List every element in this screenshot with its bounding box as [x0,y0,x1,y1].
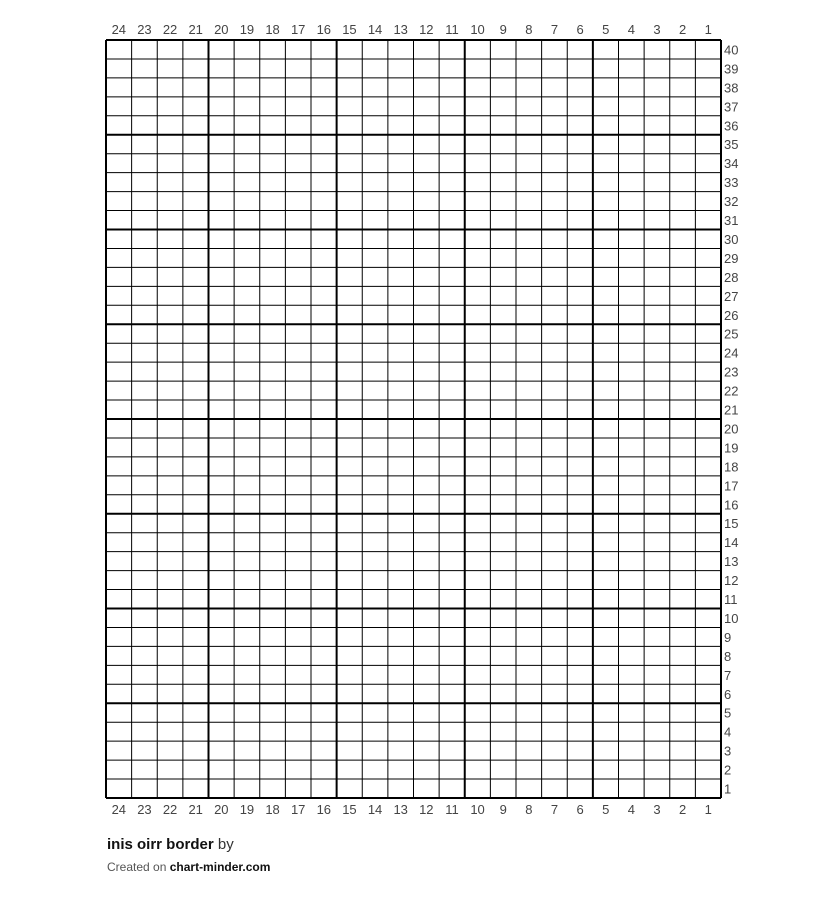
column-number: 2 [678,22,687,37]
column-numbers-bottom [112,802,712,817]
row-number: 20 [724,421,739,437]
row-number: 34 [724,156,739,172]
row-number: 23 [724,364,739,380]
column-number: 11 [445,22,459,37]
column-number: 1 [704,802,712,817]
column-number: 22 [162,802,178,817]
row-number: 37 [724,99,739,115]
column-number: 11 [445,802,459,817]
column-number: 18 [265,802,280,817]
column-number: 8 [525,22,533,37]
column-number: 4 [627,22,635,37]
row-number: 9 [724,629,732,645]
row-number: 7 [724,667,732,683]
row-numbers-right [724,42,738,796]
row-number: 4 [724,724,732,740]
row-number: 31 [724,213,739,229]
chart-title: inis oirr border [107,836,214,853]
row-number: 19 [724,440,739,456]
column-number: 14 [367,22,383,37]
row-number: 25 [724,326,739,342]
row-number: 14 [724,535,739,551]
column-number: 18 [265,22,280,37]
row-number: 5 [724,705,732,721]
chart-grid [106,40,721,798]
column-number: 21 [188,22,203,37]
site-link[interactable]: chart-minder.com [169,860,271,874]
row-number: 32 [724,194,739,210]
column-number: 21 [188,802,203,817]
row-number: 18 [724,459,739,475]
column-number: 13 [393,802,408,817]
row-number: 15 [724,516,739,532]
column-number: 7 [550,802,559,817]
row-number: 6 [724,686,732,702]
row-number: 22 [724,383,739,399]
row-number: 30 [724,231,739,247]
row-number: 36 [724,118,739,134]
row-number: 28 [724,269,739,285]
row-number: 13 [724,554,739,570]
column-number: 23 [137,802,152,817]
column-number: 7 [550,22,559,37]
row-number: 29 [724,250,739,266]
column-number: 12 [419,802,434,817]
column-number: 5 [602,802,610,817]
column-number: 6 [576,802,584,817]
row-number: 40 [724,42,739,58]
column-number: 6 [576,22,584,37]
row-number: 21 [724,402,739,418]
column-number: 15 [342,22,357,37]
row-number: 17 [724,478,739,494]
column-number: 14 [367,802,383,817]
row-number: 24 [724,345,739,361]
column-numbers-top [112,22,712,37]
column-number: 17 [290,802,306,817]
column-number: 16 [316,22,332,37]
column-number: 3 [653,802,661,817]
column-number: 16 [316,802,332,817]
row-number: 2 [724,762,732,778]
column-number: 4 [627,802,635,817]
author-by: by [217,836,234,853]
column-number: 24 [111,802,127,817]
column-number: 19 [239,22,255,37]
column-number: 24 [111,22,127,37]
created-on-text: Created on [107,860,167,874]
column-number: 17 [290,22,306,37]
credit-line [107,860,270,874]
row-number: 27 [724,288,739,304]
column-number: 8 [525,802,533,817]
chart-footer [107,836,270,874]
row-number: 39 [724,61,739,77]
column-number: 12 [419,22,434,37]
column-number: 13 [393,22,408,37]
row-number: 33 [724,175,739,191]
row-number: 16 [724,497,739,513]
row-number: 1 [724,781,732,797]
chart-title-line [107,836,270,853]
column-number: 10 [470,22,485,37]
row-number: 10 [724,610,739,626]
column-number: 5 [602,22,610,37]
column-number: 3 [653,22,661,37]
column-number: 9 [499,22,507,37]
column-number: 10 [470,802,485,817]
row-number: 35 [724,137,739,153]
column-number: 15 [342,802,357,817]
row-number: 8 [724,648,732,664]
column-number: 20 [214,802,229,817]
column-number: 20 [214,22,229,37]
column-number: 2 [678,802,687,817]
column-number: 9 [499,802,507,817]
row-number: 11 [724,592,738,608]
row-number: 26 [724,307,739,323]
column-number: 23 [137,22,152,37]
row-number: 3 [724,743,732,759]
column-number: 19 [239,802,255,817]
column-number: 22 [162,22,178,37]
row-number: 12 [724,573,739,589]
column-number: 1 [704,22,712,37]
row-number: 38 [724,80,739,96]
